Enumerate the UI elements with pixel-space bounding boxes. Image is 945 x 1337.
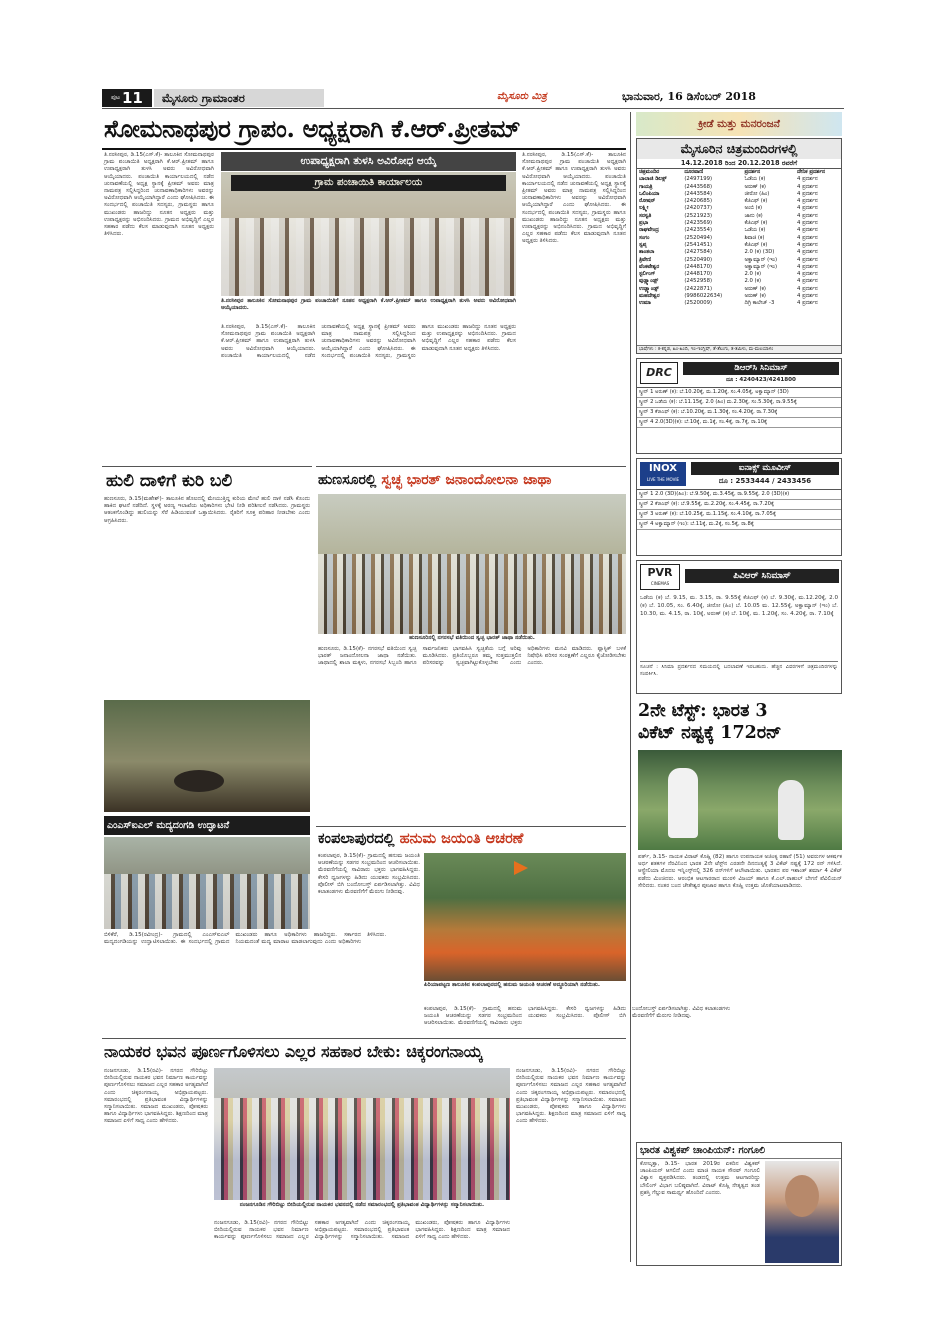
lead-photo-caption: ತಿ.ನರಸೀಪುರ ತಾಲೂಕಿನ ಸೋಮನಾಥಪುರ ಗ್ರಾಮ ಪಂಚಾಯಿತಿಗೆ ನೂತನ ಅಧ್ಯಕ್ಷರಾಗಿ ಕೆ.ಆರ್.ಪ್ರೀತಮ್ ಹಾಗೂ ಉಪಾಧ್ಯಕ್ಷರಾಗಿ ತುಳಸಿ ಅವರು ಅವಿರೋಧವಾಗಿ ಆಯ್ಕೆಯಾದರು. — [221, 298, 516, 311]
cinema-phone: (9986022634) — [684, 293, 723, 300]
cinema-row — [637, 242, 841, 249]
cinema-shows: 4 ಪ್ರದರ್ಶನ — [797, 271, 818, 278]
cinema-shows: 4 ಪ್ರದರ್ಶನ — [797, 278, 818, 285]
drc-logo: DRC — [640, 362, 678, 384]
cinema-phone: (2423554) — [684, 227, 713, 234]
cinema-row — [637, 286, 841, 293]
inox-schedule — [637, 489, 841, 530]
cinema-film: ಕೆಜಿಎಫ್ (ಕ) — [744, 220, 768, 227]
cinema-shows: 4 ಪ್ರದರ್ಶನ — [797, 256, 818, 263]
masthead-logo: ಮೈಸೂರು ಮಿತ್ರ — [497, 91, 547, 102]
hanuma-body-2: ಕಂಪಲಾಪುರ, ಡಿ.15(ಕೆ)- ಗ್ರಾಮದಲ್ಲಿ ಹನುಮ ಜಯಂತಿ ಆಚರಣೆಯನ್ನು ಸಡಗರ ಸಂಭ್ರಮದಿಂದ ಆಚರಿಸಲಾಯಿತು. ಮೆರವಣಿಗೆಯಲ್ಲಿ ಸಾವಿರಾರು ಭಕ್ತರು ಭಾಗವಹಿಸಿದ್ದರು. ಕೇಸರಿ ಧ್ವಜಗಳನ್ನು ಹಿಡಿದು ಯುವಕರು ಸಂಭ್ರಮಿಸಿದರು. ಪೊಲೀಸ್ ಬಿಗಿ ಬಂದೋಬಸ್ತ್ ಏರ್ಪಡಿಸಲಾಗಿತ್ತು. ವಿವಿಧ ಕಲಾತಂಡಗಳು ಮೆರವಣಿಗೆಗೆ ಮೆರುಗು ನೀಡಿದವು. — [424, 1006, 730, 1027]
cinema-theatre: ಮಹದೇಶ್ವರ — [639, 293, 660, 300]
lead-rule — [102, 148, 626, 150]
header-rule — [102, 108, 844, 109]
swachh-rally — [318, 554, 626, 634]
cinema-theatre: ಸರಸ್ವತಿ — [639, 212, 652, 219]
test-headline-line-1: 2ನೇ ಟೆಸ್ಟ್: ಭಾರತ 3 — [638, 701, 768, 721]
cinema-theatre: ಉಮಾ — [639, 300, 651, 307]
cinema-film: ಅರುಣ್ (ಕ) — [744, 293, 766, 300]
ganguly-face — [785, 1175, 819, 1217]
nayaka-headline: ನಾಯಕರ ಭವನ ಪೂರ್ಣಗೊಳಿಸಲು ಎಲ್ಲರ ಸಹಕಾರ ಬೇಕು: ಚಿಕ್ಕರಂಗನಾಯ್ಕ — [104, 1042, 483, 1061]
cinema-row — [637, 205, 841, 212]
cinema-shows: 4 ಪ್ರದರ್ಶನ — [797, 300, 818, 307]
cinema-phone: (2422871) — [684, 285, 713, 292]
swachh-body: ಹುಣಸೂರು, ಡಿ.15(ಕೆ)- ನಗರಸಭೆ ವತಿಯಿಂದ ಸ್ವಚ್ಛ ಭಾರತ್ ಜನಾಂದೋಲನಾ ಜಾಥಾ ನಡೆಯಿತು. ಜಾಥಾದಲ್ಲಿ ಶಾಲಾ ಮಕ್ಕಳು, ನಗರಸಭೆ ಸಿಬ್ಬಂದಿ ಹಾಗೂ ಸಾರ್ವಜನಿಕರು ಭಾಗವಹಿಸಿ ಸ್ವಚ್ಛತೆಯ ಬಗ್ಗೆ ಅರಿವು ಮೂಡಿಸಿದರು. ಪ್ರತಿಯೊಬ್ಬರೂ ತಮ್ಮ ಸುತ್ತಮುತ್ತಲಿನ ಪರಿಸರವನ್ನು ಸ್ವಚ್ಛವಾಗಿಟ್ಟುಕೊಳ್ಳಬೇಕು ಎಂದು ಅಧಿಕಾರಿಗಳು ಮನವಿ ಮಾಡಿದರು. ಪ್ಲಾಸ್ಟಿಕ್ ಬಳಕೆ ನಿಷೇಧಿಸಿ ಪರಿಸರ ಸಂರಕ್ಷಣೆಗೆ ಎಲ್ಲರೂ ಕೈಜೋಡಿಸಬೇಕು ಎಂದರು. — [318, 646, 626, 667]
nayaka-top-rule — [102, 1038, 626, 1039]
cinema-row — [637, 227, 841, 234]
nayaka-body-column-2: ನಂಜನಗೂಡು, ಡಿ.15(ರವಿ)- ನಗರದ ಗೌರಿಬಿಟ್ಟು ಬೀದಿಯಲ್ಲಿರುವ ನಾಯಕರ ಭವನ ನಿರ್ಮಾಣ ಕಾರ್ಯವನ್ನು ಪೂರ್ಣಗೊಳಿಸಲು ಸಮಾಜದ ಎಲ್ಲರ ಸಹಕಾರ ಅಗತ್ಯವಾಗಿದೆ ಎಂದು ಚಿಕ್ಕರಂಗನಾಯ್ಕ ಅಭಿಪ್ರಾಯಪಟ್ಟರು. ಸಮಾರಂಭದಲ್ಲಿ ಪ್ರತಿಭಾವಂತ ವಿದ್ಯಾರ್ಥಿಗಳನ್ನು ಸನ್ಮಾನಿಸಲಾಯಿತು. ಸಮಾಜದ ಮುಖಂಡರು, ಪೋಷಕರು ಹಾಗೂ ವಿದ್ಯಾರ್ಥಿಗಳು ಭಾಗವಹಿಸಿದ್ದರು. ಶಿಕ್ಷಣದಿಂದ ಮಾತ್ರ ಸಮಾಜದ ಏಳಿಗೆ ಸಾಧ್ಯ ಎಂದು ಹೇಳಿದರು. — [214, 1220, 510, 1241]
cinema-shows: 4 ಪ್ರದರ್ಶನ — [797, 241, 818, 248]
cinema-film: 2.0 (ಕ) — [744, 278, 762, 285]
lead-body-column-3: ತಿ.ನರಸೀಪುರ, ಡಿ.15(ಎಸ್.ಕೆ)- ತಾಲೂಕಿನ ಸೋಮನಾಥಪುರ ಗ್ರಾಮ ಪಂಚಾಯಿತಿ ಅಧ್ಯಕ್ಷರಾಗಿ ಕೆ.ಆರ್.ಪ್ರೀತಮ್ ಹಾಗೂ ಉಪಾಧ್ಯಕ್ಷರಾಗಿ ತುಳಸಿ ಅವರು ಅವಿರೋಧವಾಗಿ ಆಯ್ಕೆಯಾದರು. ಪಂಚಾಯಿತಿ ಕಾರ್ಯಾಲಯದಲ್ಲಿ ನಡೆದ ಚುನಾವಣೆಯಲ್ಲಿ ಅಧ್ಯಕ್ಷ ಸ್ಥಾನಕ್ಕೆ ಪ್ರೀತಮ್ ಅವರು ಮಾತ್ರ ನಾಮಪತ್ರ ಸಲ್ಲಿಸಿದ್ದರಿಂದ ಚುನಾವಣಾಧಿಕಾರಿಗಳು ಅವರನ್ನು ಅವಿರೋಧವಾಗಿ ಆಯ್ಕೆಯಾಗಿದ್ದಾರೆ ಎಂದು ಘೋಷಿಸಿದರು. ಈ ಸಂದರ್ಭದಲ್ಲಿ ಪಂಚಾಯಿತಿ ಸದಸ್ಯರು, ಗ್ರಾಮಸ್ಥರು ಹಾಗೂ ಮುಖಂಡರು ಹಾಜರಿದ್ದು ನೂತನ ಅಧ್ಯಕ್ಷರು ಮತ್ತು ಉಪಾಧ್ಯಕ್ಷರನ್ನು ಅಭಿನಂದಿಸಿದರು. ಗ್ರಾಮದ ಅಭಿವೃದ್ಧಿಗೆ ಎಲ್ಲರ ಸಹಕಾರ ಪಡೆದು ಕೆಲಸ ಮಾಡುವುದಾಗಿ ನೂತನ ಅಧ್ಯಕ್ಷರು ತಿಳಿಸಿದರು. — [522, 152, 626, 245]
cinema-theatre: ರಾಘವೇಂದ್ರ — [639, 227, 659, 234]
cinema-table-body — [637, 176, 841, 307]
tiger-photo — [104, 700, 310, 812]
nayaka-body-column-3: ನಂಜನಗೂಡು, ಡಿ.15(ರವಿ)- ನಗರದ ಗೌರಿಬಿಟ್ಟು ಬೀದಿಯಲ್ಲಿರುವ ನಾಯಕರ ಭವನ ನಿರ್ಮಾಣ ಕಾರ್ಯವನ್ನು ಪೂರ್ಣಗೊಳಿಸಲು ಸಮಾಜದ ಎಲ್ಲರ ಸಹಕಾರ ಅಗತ್ಯವಾಗಿದೆ ಎಂದು ಚಿಕ್ಕರಂಗನಾಯ್ಕ ಅಭಿಪ್ರಾಯಪಟ್ಟರು. ಸಮಾರಂಭದಲ್ಲಿ ಪ್ರತಿಭಾವಂತ ವಿದ್ಯಾರ್ಥಿಗಳನ್ನು ಸನ್ಮಾನಿಸಲಾಯಿತು. ಸಮಾಜದ ಮುಖಂಡರು, ಪೋಷಕರು ಹಾಗೂ ವಿದ್ಯಾರ್ಥಿಗಳು ಭಾಗವಹಿಸಿದ್ದರು. ಶಿಕ್ಷಣದಿಂದ ಮಾತ್ರ ಸಮಾಜದ ಏಳಿಗೆ ಸಾಧ್ಯ ಎಂದು ಹೇಳಿದರು. — [516, 1068, 626, 1125]
cinema-row — [637, 198, 841, 205]
swachh-top-rule — [316, 466, 626, 467]
pvr-logo-text: PVR — [647, 566, 673, 579]
pvr-logo — [640, 564, 680, 590]
hanuma-body: ಕಂಪಲಾಪುರ, ಡಿ.15(ಕೆ)- ಗ್ರಾಮದಲ್ಲಿ ಹನುಮ ಜಯಂತಿ ಆಚರಣೆಯನ್ನು ಸಡಗರ ಸಂಭ್ರಮದಿಂದ ಆಚರಿಸಲಾಯಿತು. ಮೆರವಣಿಗೆಯಲ್ಲಿ ಸಾವಿರಾರು ಭಕ್ತರು ಭಾಗವಹಿಸಿದ್ದರು. ಕೇಸರಿ ಧ್ವಜಗಳನ್ನು ಹಿಡಿದು ಯುವಕರು ಸಂಭ್ರಮಿಸಿದರು. ಪೊಲೀಸ್ ಬಿಗಿ ಬಂದೋಬಸ್ತ್ ಏರ್ಪಡಿಸಲಾಗಿತ್ತು. ವಿವಿಧ ಕಲಾತಂಡಗಳು ಮೆರವಣಿಗೆಗೆ ಮೆರುಗು ನೀಡಿದವು. — [318, 853, 420, 896]
drc-schedule — [637, 387, 841, 428]
cinema-shows: 4 ಪ್ರದರ್ಶನ — [797, 263, 818, 270]
cinema-row — [637, 271, 841, 278]
tiger-top-rule — [102, 466, 312, 467]
cinema-phone: (2448170) — [684, 271, 713, 278]
inox-phone: ದೂ : 2533444 / 2433456 — [718, 477, 812, 485]
column-divider — [630, 112, 631, 1262]
cinema-shows: 4 ಪ್ರದರ್ಶನ — [797, 220, 818, 227]
cinema-table-header — [637, 169, 841, 176]
cinema-shows: 4 ಪ್ರದರ್ಶನ — [797, 176, 818, 183]
cinema-film: ಅರುಣ್ (ಕ) — [744, 183, 766, 190]
inox-screen-row: ಸ್ಕ್ರೀನ್ 1 2.0 (3D)(ಹಿಂ): ಬೆ.9.50ಕ್ಕೆ, ಮ.3.45ಕ್ಕೆ, ರಾ.9.55ಕ್ಕೆ, 2.0 (3D)(ಕ) — [637, 490, 841, 500]
cinema-phone: (2497199) — [684, 176, 713, 183]
cinema-theatre: ಒಲಿಂಪಿಯಾ — [639, 190, 660, 197]
cinema-theatre: ಶಾಂತಲಾ — [639, 249, 655, 256]
cinema-theatre: ಸ್ಟರ್ಲಿಂಗ್ — [639, 271, 656, 278]
cinema-row — [637, 249, 841, 256]
cinema-phone: (2423569) — [684, 220, 713, 227]
msil-headline: ಎಂಎಸ್ಐಎಲ್ ಮದ್ಯದಂಗಡಿ ಉದ್ಘಾಟನೆ — [104, 816, 310, 835]
cinema-phone: (2443584) — [684, 190, 713, 197]
issue-date: ಭಾನುವಾರ, 16 ಡಿಸೆಂಬರ್ 2018 — [622, 90, 756, 103]
drc-phone: ದೂ : 4240423/4241800 — [726, 377, 796, 383]
cinema-film: ಕೆಜಿಎಫ್ (ಕ) — [744, 241, 768, 248]
col-theatre: ಚಿತ್ರಮಂದಿರ — [639, 169, 660, 175]
cinema-phone: (2541451) — [684, 241, 713, 248]
cinema-shows: 4 ಪ್ರದರ್ಶನ — [797, 205, 818, 212]
page-number-badge — [102, 89, 152, 107]
inox-logo-text: INOX — [649, 463, 677, 474]
cinema-phone: (2427584) — [684, 249, 713, 256]
cinema-film: ಅಕ್ವಾಮ್ಯಾನ್ (ಇಂ) — [744, 256, 778, 263]
swachh-headline-place: ಹುಣಸೂರಲ್ಲಿ — [318, 472, 382, 488]
msil-crowd — [104, 874, 310, 929]
cinema-phone: (2520009) — [684, 300, 713, 307]
cinema-phone: (2448170) — [684, 263, 713, 270]
nayaka-body-column-1: ನಂಜನಗೂಡು, ಡಿ.15(ರವಿ)- ನಗರದ ಗೌರಿಬಿಟ್ಟು ಬೀದಿಯಲ್ಲಿರುವ ನಾಯಕರ ಭವನ ನಿರ್ಮಾಣ ಕಾರ್ಯವನ್ನು ಪೂರ್ಣಗೊಳಿಸಲು ಸಮಾಜದ ಎಲ್ಲರ ಸಹಕಾರ ಅಗತ್ಯವಾಗಿದೆ ಎಂದು ಚಿಕ್ಕರಂಗನಾಯ್ಕ ಅಭಿಪ್ರಾಯಪಟ್ಟರು. ಸಮಾರಂಭದಲ್ಲಿ ಪ್ರತಿಭಾವಂತ ವಿದ್ಯಾರ್ಥಿಗಳನ್ನು ಸನ್ಮಾನಿಸಲಾಯಿತು. ಸಮಾಜದ ಮುಖಂಡರು, ಪೋಷಕರು ಹಾಗೂ ವಿದ್ಯಾರ್ಥಿಗಳು ಭಾಗವಹಿಸಿದ್ದರು. ಶಿಕ್ಷಣದಿಂದ ಮಾತ್ರ ಸಮಾಜದ ಏಳಿಗೆ ಸಾಧ್ಯ ಎಂದು ಹೇಳಿದರು. — [104, 1068, 209, 1125]
hanuma-headline-place: ಕಂಪಲಾಪುರದಲ್ಲಿ — [318, 830, 400, 847]
col-film: ಪ್ರದರ್ಶನ — [744, 169, 761, 175]
swachh-headline — [318, 469, 626, 491]
cinema-theatre: ಸ್ವಪ್ನ — [639, 241, 647, 248]
cinema-row — [637, 235, 841, 242]
cinema-film: ಜಾನು (ಕ) — [744, 212, 763, 219]
col-phone: ದೂರವಾಣಿ — [684, 169, 703, 175]
section-title: ಮೈಸೂರು ಗ್ರಾಮಾಂತರ — [154, 89, 324, 107]
lead-subhead: ಉಪಾಧ್ಯಕ್ಷರಾಗಿ ತುಳಸಿ ಅವಿರೋಧ ಆಯ್ಕೆ — [221, 152, 516, 171]
newspaper-page — [102, 86, 844, 1266]
cinema-film: ಜೀರೋ (ಹಿಂ) — [744, 190, 770, 197]
pvr-title: ಪಿವಿಆರ್ ಸಿನಿಮಾಸ್ — [685, 569, 839, 583]
fielder-figure — [778, 780, 804, 840]
cinema-theatre: ಗಾಯತ್ರಿ — [639, 183, 653, 190]
cinema-row — [637, 278, 841, 285]
nayaka-group — [214, 1098, 510, 1200]
cinema-theatre: ತ್ರಿವೇಣಿ — [639, 256, 651, 263]
swachh-headline-topic: ಸ್ವಚ್ಛ ಭಾರತ್ ಜನಾಂದೋಲನಾ ಜಾಥಾ — [381, 472, 552, 488]
crowd-silhouette — [221, 218, 516, 296]
cinema-phone: (2452958) — [684, 278, 713, 285]
cinema-row — [637, 293, 841, 300]
cinema-theatre: ವೆಂಕಟೇಶ್ವರ — [639, 263, 660, 270]
inox-tagline: LIVE THE MOVIE — [646, 477, 680, 482]
cinema-film: 2.0 (ಕ) — [744, 271, 762, 278]
cinema-film: ಅರುಣ್ (ಕ) — [744, 285, 766, 292]
cinema-row — [637, 213, 841, 220]
cinema-film: 2.0 (ಕ) (3D) — [744, 249, 775, 256]
page-label: ಪುಟ — [111, 94, 120, 101]
cinema-shows: 4 ಪ್ರದರ್ಶನ — [797, 190, 818, 197]
drc-box — [636, 358, 842, 454]
pvr-logo-sub: CINEMAS — [650, 581, 670, 586]
cinema-shows: 4 ಪ್ರದರ್ಶನ — [797, 227, 818, 234]
hanuma-top-rule — [316, 826, 626, 827]
inox-title: ಐನಾಕ್ಸ್ ಮೂವೀಸ್ — [691, 462, 839, 475]
cinema-phone: (2443568) — [684, 183, 713, 190]
sports-banner — [636, 112, 842, 136]
hanuma-headline — [318, 828, 626, 850]
cinema-film: ಅಕ್ವಾಮ್ಯಾನ್ (ಇಂ) — [744, 263, 778, 270]
drc-screen-row: ಸ್ಕ್ರೀನ್ 4 2.0(3D)(ಕ): ಬೆ.10ಕ್ಕೆ, ಮ.1ಕ್ಕೆ, ಸಂ.4ಕ್ಕೆ, ರಾ.7ಕ್ಕೆ, ರಾ.10ಕ್ಕೆ — [637, 418, 841, 428]
drc-title: ಡಿಆರ್‌ಸಿ ಸಿನಿಮಾಸ್ — [683, 362, 839, 375]
cricket-photo — [638, 750, 842, 850]
cinema-theatre: ರೋಷನ್ — [639, 198, 656, 205]
inox-box — [636, 458, 842, 556]
hanuma-photo — [424, 853, 626, 981]
cinema-shows: 4 ಪ್ರದರ್ಶನ — [797, 285, 818, 292]
tiger-headline: ಹುಲಿ ದಾಳಿಗೆ ಕುರಿ ಬಲಿ — [106, 471, 233, 491]
pvr-note: ಸೂಚನೆ : ಸಿನಿಮಾ ಪ್ರದರ್ಶನದ ಸಮಯದಲ್ಲಿ ಬದಲಾವಣೆ ಇರಬಹುದು. ಹೆಚ್ಚಿನ ವಿವರಗಳಿಗೆ ಚಿತ್ರಮಂದಿರಗಳನ್ನು ಸಂಪರ್ಕಿಸಿ. — [640, 661, 838, 691]
cinema-phone: (2520494) — [684, 234, 713, 241]
pvr-schedule: ಒಡೆಯ (ಕ) ಬೆ. 9.15, ಮ. 3.15, ರಾ. 9.55ಕ್ಕೆ ಕೆಜಿಎಫ್ (ಕ) ಬೆ. 9.30ಕ್ಕೆ, ಮ.12.20ಕ್ಕೆ, 2.0 (ಕ) ಬೆ. 10.05, ಸಂ. 6.40ಕ್ಕೆ, ಜೀರೋ (ಹಿಂ) ಬೆ. 10.05 ಮ. 12.55ಕ್ಕೆ, ಅಕ್ವಾಮ್ಯಾನ್ (ಇಂ) ಬೆ. 10.30, ಮ. 4.15, ರಾ. 10ಕ್ಕೆ, ಅರುಣ್ (ಕ) ಬೆ. 10ಕ್ಕೆ, ಮ. 1.20ಕ್ಕೆ, ಸಂ. 4.20ಕ್ಕೆ, ರಾ. 7.10ಕ್ಕೆ — [640, 595, 838, 617]
ganguly-body: ಕೋಲ್ಕತ್ತಾ, ಡಿ.15- ಭಾರತ 2019ರ ಏಕದಿನ ವಿಶ್ವಕಪ್ ಚಾಂಪಿಯನ್ ಆಗಲಿದೆ ಎಂದು ಮಾಜಿ ನಾಯಕ ಸೌರವ್ ಗಂಗೂಲಿ ವಿಶ್ವಾಸ ವ್ಯಕ್ತಪಡಿಸಿದರು. ತಂಡದಲ್ಲಿ ಉತ್ತಮ ಆಟಗಾರರಿದ್ದು ಬೌಲಿಂಗ್ ವಿಭಾಗ ಬಲಿಷ್ಠವಾಗಿದೆ. ವಿರಾಟ್ ಕೊಹ್ಲಿ ನೇತೃತ್ವದ ತಂಡ ಪ್ರಶಸ್ತಿ ಗೆಲ್ಲುವ ಸಾಮರ್ಥ್ಯ ಹೊಂದಿದೆ ಎಂದರು. — [640, 1161, 760, 1196]
cinema-phone: (2521923) — [684, 212, 713, 219]
cinema-theatre: ಲಕ್ಷ್ಮೀ — [639, 205, 649, 212]
pvr-box — [636, 560, 842, 694]
cinema-theatre: ಪ್ರಭಾ — [639, 220, 649, 227]
cinema-row — [637, 264, 841, 271]
cinema-film: ಒಡೆಯ (ಕ) — [744, 227, 766, 234]
sheep-carcass — [174, 770, 224, 792]
cinema-theatre: ಬಾಲಾಜಿ ಡಿಲಕ್ಸ್ — [639, 176, 667, 183]
lead-headline: ಸೋಮನಾಥಪುರ ಗ್ರಾಪಂ. ಅಧ್ಯಕ್ಷರಾಗಿ ಕೆ.ಆರ್.ಪ್ರೀತಮ್ — [104, 114, 521, 143]
nayaka-caption: ನಂಜನಗೂಡಿನ ಗೌರಿಬಿಟ್ಟು ಬೀದಿಯಲ್ಲಿರುವ ನಾಯಕರ ಭವನದಲ್ಲಿ ನಡೆದ ಸಮಾರಂಭದಲ್ಲಿ ಪ್ರತಿಭಾವಂತ ವಿದ್ಯಾರ್ಥಿಗಳನ್ನು ಸನ್ಮಾನಿಸಲಾಯಿತು. — [239, 1202, 485, 1208]
cinema-listing-period: 14.12.2018 ರಿಂದ 20.12.2018 ರವರೆಗೆ — [637, 159, 841, 169]
inox-logo — [640, 462, 686, 486]
cinema-table — [637, 169, 841, 308]
cinema-film: ಶಿವಾಜಿ (ಕ) — [744, 234, 765, 241]
cinema-shows: 4 ಪ್ರದರ್ಶನ — [797, 183, 818, 190]
cinema-row — [637, 257, 841, 264]
hanuma-caption: ಪಿರಿಯಾಪಟ್ಟಣ ತಾಲೂಕಿನ ಕಂಪಲಾಪುರದಲ್ಲಿ ಹನುಮ ಜಯಂತಿ ಆಚರಣೆ ಅದ್ಧೂರಿಯಾಗಿ ನಡೆಯಿತು. — [424, 982, 601, 988]
cinema-row — [637, 184, 841, 191]
sports-banner-title: ಕ್ರೀಡೆ ಮತ್ತು ಮನರಂಜನೆ — [698, 117, 780, 130]
drc-screen-row: ಸ್ಕ್ರೀನ್ 1 ಅರುಣ್ (ಕ): ಬೆ.10.20ಕ್ಕೆ, ಮ.1.20ಕ್ಕೆ, ಸಂ.4.05ಕ್ಕೆ, ಅಕ್ವಾಮ್ಯಾನ್ (3D) — [637, 388, 841, 398]
col-shows: ದೇನಿಕ ಪ್ರದರ್ಶನ — [797, 169, 826, 175]
cinema-film: ಅಂಬಿ (ಕ) — [744, 205, 763, 212]
cinema-listing-box — [636, 138, 842, 354]
inox-screen-row: ಸ್ಕ್ರೀನ್ 3 ಅರುಣ್ (ಕ): ಬೆ.10.25ಕ್ಕೆ, ಮ.1.15ಕ್ಕೆ, ಸಂ.4.10ಕ್ಕೆ, ರಾ.7.05ಕ್ಕೆ — [637, 510, 841, 520]
swachh-caption: ಹುಣಸೂರಿನಲ್ಲಿ ನಗರಸಭೆ ವತಿಯಿಂದ ಸ್ವಚ್ಛ ಭಾರತ್ ಜಾಥಾ ನಡೆಯಿತು. — [409, 635, 535, 641]
cinema-shows: 4 ಪ್ರದರ್ಶನ — [797, 293, 818, 300]
ganguly-box — [636, 1142, 842, 1266]
cinema-row — [637, 220, 841, 227]
panchayat-sign: ಗ್ರಾಮ ಪಂಚಾಯಿತಿ ಕಾರ್ಯಾಲಯ — [231, 175, 506, 191]
swachh-photo — [318, 494, 626, 634]
cinema-film: ಓಡೆಯ (ಕ) — [744, 176, 766, 183]
lead-body-column-2: ತಿ.ನರಸೀಪುರ, ಡಿ.15(ಎಸ್.ಕೆ)- ತಾಲೂಕಿನ ಸೋಮನಾಥಪುರ ಗ್ರಾಮ ಪಂಚಾಯಿತಿ ಅಧ್ಯಕ್ಷರಾಗಿ ಕೆ.ಆರ್.ಪ್ರೀತಮ್ ಹಾಗೂ ಉಪಾಧ್ಯಕ್ಷರಾಗಿ ತುಳಸಿ ಅವರು ಅವಿರೋಧವಾಗಿ ಆಯ್ಕೆಯಾದರು. ಪಂಚಾಯಿತಿ ಕಾರ್ಯಾಲಯದಲ್ಲಿ ನಡೆದ ಚುನಾವಣೆಯಲ್ಲಿ ಅಧ್ಯಕ್ಷ ಸ್ಥಾನಕ್ಕೆ ಪ್ರೀತಮ್ ಅವರು ಮಾತ್ರ ನಾಮಪತ್ರ ಸಲ್ಲಿಸಿದ್ದರಿಂದ ಚುನಾವಣಾಧಿಕಾರಿಗಳು ಅವರನ್ನು ಅವಿರೋಧವಾಗಿ ಆಯ್ಕೆಯಾಗಿದ್ದಾರೆ ಎಂದು ಘೋಷಿಸಿದರು. ಈ ಸಂದರ್ಭದಲ್ಲಿ ಪಂಚಾಯಿತಿ ಸದಸ್ಯರು, ಗ್ರಾಮಸ್ಥರು ಹಾಗೂ ಮುಖಂಡರು ಹಾಜರಿದ್ದು ನೂತನ ಅಧ್ಯಕ್ಷರು ಮತ್ತು ಉಪಾಧ್ಯಕ್ಷರನ್ನು ಅಭಿನಂದಿಸಿದರು. ಗ್ರಾಮದ ಅಭಿವೃದ್ಧಿಗೆ ಎಲ್ಲರ ಸಹಕಾರ ಪಡೆದು ಕೆಲಸ ಮಾಡುವುದಾಗಿ ನೂತನ ಅಧ್ಯಕ್ಷರು ತಿಳಿಸಿದರು. — [221, 324, 516, 359]
page-number: 11 — [121, 89, 143, 107]
msil-photo — [104, 837, 310, 929]
cinema-theatre: ಉಡ್ಲ್ಯಾಂಡ್ಸ್ — [639, 285, 659, 292]
drc-screen-row: ಸ್ಕ್ರೀನ್ 3 ಕೆಜಿಎಫ್ (ಕ): ಬೆ.10.20ಕ್ಕೆ, ಮ.1.30ಕ್ಕೆ, ಸಂ.4.20ಕ್ಕೆ, ರಾ.7.30ಕ್ಕೆ — [637, 408, 841, 418]
cinema-footnote: ಭಾಷೆಗಳು : ಕ-ಕನ್ನಡ, ಹಿಂ-ಹಿಂದಿ, ಇಂ-ಇಂಗ್ಲಿಷ್, ತೆ-ತೆಲುಗು, ತ-ತಮಿಳು, ಮ-ಮಲಯಾಳಂ — [637, 345, 841, 353]
cinema-phone: (2420685) — [684, 198, 713, 205]
cinema-film: ಕೆಜಿಎಫ್ (ಕ) — [744, 198, 768, 205]
cinema-row — [637, 300, 841, 307]
cinema-phone: (2420737) — [684, 205, 713, 212]
cinema-phone: (2520490) — [684, 256, 713, 263]
saffron-flag — [514, 861, 528, 875]
cinema-shows: 4 ಪ್ರದರ್ಶನ — [797, 198, 818, 205]
cinema-row — [637, 176, 841, 183]
hanuma-headline-topic: ಹನುಮ ಜಯಂತಿ ಆಚರಣೆ — [399, 830, 524, 847]
lead-body-column-1: ತಿ.ನರಸೀಪುರ, ಡಿ.15(ಎಸ್.ಕೆ)- ತಾಲೂಕಿನ ಸೋಮನಾಥಪುರ ಗ್ರಾಮ ಪಂಚಾಯಿತಿ ಅಧ್ಯಕ್ಷರಾಗಿ ಕೆ.ಆರ್.ಪ್ರೀತಮ್ ಹಾಗೂ ಉಪಾಧ್ಯಕ್ಷರಾಗಿ ತುಳಸಿ ಅವರು ಅವಿರೋಧವಾಗಿ ಆಯ್ಕೆಯಾದರು. ಪಂಚಾಯಿತಿ ಕಾರ್ಯಾಲಯದಲ್ಲಿ ನಡೆದ ಚುನಾವಣೆಯಲ್ಲಿ ಅಧ್ಯಕ್ಷ ಸ್ಥಾನಕ್ಕೆ ಪ್ರೀತಮ್ ಅವರು ಮಾತ್ರ ನಾಮಪತ್ರ ಸಲ್ಲಿಸಿದ್ದರಿಂದ ಚುನಾವಣಾಧಿಕಾರಿಗಳು ಅವರನ್ನು ಅವಿರೋಧವಾಗಿ ಆಯ್ಕೆಯಾಗಿದ್ದಾರೆ ಎಂದು ಘೋಷಿಸಿದರು. ಈ ಸಂದರ್ಭದಲ್ಲಿ ಪಂಚಾಯಿತಿ ಸದಸ್ಯರು, ಗ್ರಾಮಸ್ಥರು ಹಾಗೂ ಮುಖಂಡರು ಹಾಜರಿದ್ದು ನೂತನ ಅಧ್ಯಕ್ಷರು ಮತ್ತು ಉಪಾಧ್ಯಕ್ಷರನ್ನು ಅಭಿನಂದಿಸಿದರು. ಗ್ರಾಮದ ಅಭಿವೃದ್ಧಿಗೆ ಎಲ್ಲರ ಸಹಕಾರ ಪಡೆದು ಕೆಲಸ ಮಾಡುವುದಾಗಿ ನೂತನ ಅಧ್ಯಕ್ಷರು ತಿಳಿಸಿದರು. — [104, 152, 214, 238]
inox-screen-row: ಸ್ಕ್ರೀನ್ 4 ಅಕ್ವಾಮ್ಯಾನ್ (ಇಂ): ಬೆ.11ಕ್ಕೆ, ಮ.2ಕ್ಕೆ, ಸಂ.5ಕ್ಕೆ, ರಾ.8ಕ್ಕೆ — [637, 520, 841, 530]
cinema-listing-title: ಮೈಸೂರಿನ ಚಿತ್ರಮಂದಿರಗಳಲ್ಲಿ — [637, 139, 841, 159]
cinema-shows: 4 ಪ್ರದರ್ಶನ — [797, 249, 818, 256]
cinema-theatre: ಸಂಗಂ — [639, 234, 650, 241]
test-body: ಪರ್ತ್, ಡಿ.15- ನಾಯಕ ವಿರಾಟ್ ಕೊಹ್ಲಿ (82) ಹಾಗೂ ಉಪನಾಯಕ ಅಜಿಂಕ್ಯ ರಹಾನೆ (51) ಅವರುಗಳ ಆಕರ್ಷಕ ಅರ್ಧ ಶತಕಗಳ ನೆರವಿನಿಂದ ಭಾರತ 2ನೇ ಟೆಸ್ಟ್‌ನ ಎರಡನೇ ದಿನದಂತ್ಯಕ್ಕೆ 3 ವಿಕೆಟ್ ನಷ್ಟಕ್ಕೆ 172 ರನ್ ಗಳಿಸಿದೆ. ಆಸ್ಟ್ರೇಲಿಯಾ ಮೊದಲ ಇನ್ನಿಂಗ್ಸ್‌ನಲ್ಲಿ 326 ರನ್‌ಗಳಿಗೆ ಆಲೌಟಾಯಿತು. ಭಾರತದ ಪರ ಇಶಾಂತ್ ಶರ್ಮಾ 4 ವಿಕೆಟ್ ಪಡೆದು ಮಿಂಚಿದರು. ಆರಂಭಿಕ ಆಟಗಾರರಾದ ಮುರಳಿ ವಿಜಯ್ ಹಾಗೂ ಕೆ.ಎಲ್.ರಾಹುಲ್ ಬೇಗನೆ ಪೆವಿಲಿಯನ್ ಸೇರಿದರು. ನಂತರ ಬಂದ ಚೇತೇಶ್ವರ ಪೂಜಾರ ಹಾಗೂ ಕೊಹ್ಲಿ ಉತ್ತಮ ಜೊತೆಯಾಟವಾಡಿದರು. — [638, 854, 842, 889]
lead-photo — [221, 172, 516, 296]
ganguly-photo — [765, 1161, 839, 1263]
cinema-shows: 4 ಪ್ರದರ್ಶನ — [797, 234, 818, 241]
msil-body: ಬಿಳಿಕೆರೆ, ಡಿ.15(ರವೀಂದ್ರ)- ಗ್ರಾಮದಲ್ಲಿ ಎಂಎಸ್ಐಎಲ್ ಮದ್ಯದಂಗಡಿಯನ್ನು ಉದ್ಘಾಟಿಸಲಾಯಿತು. ಈ ಸಂದರ್ಭದಲ್ಲಿ ಗ್ರಾಮದ ಮುಖಂಡರು ಹಾಗೂ ಅಧಿಕಾರಿಗಳು ಹಾಜರಿದ್ದರು. ಸರ್ಕಾರದ ನಿಯಮದಂತೆ ಮದ್ಯ ಮಾರಾಟ ಮಾಡಲಾಗುವುದು ಎಂದು ಅಧಿಕಾರಿಗಳು ತಿಳಿಸಿದರು. — [104, 932, 387, 946]
drc-screen-row: ಸ್ಕ್ರೀನ್ 2 ಒಡೆಯ (ಕ): ಬೆ.11.15ಕ್ಕೆ, 2.0 (ಹಿಂ) ಮ.2.30ಕ್ಕೆ, ಸಂ.5.30ಕ್ಕೆ, ರಾ.9.55ಕ್ಕೆ — [637, 398, 841, 408]
inox-screen-row: ಸ್ಕ್ರೀನ್ 2 ಕೆಜಿಎಫ್ (ಕ): ಬೆ.9.55ಕ್ಕೆ, ಮ.2.20ಕ್ಕೆ, ಸಂ.4.45ಕ್ಕೆ, ರಾ.7.20ಕ್ಕೆ — [637, 500, 841, 510]
batsman-figure — [668, 768, 698, 838]
test-headline-line-2: ವಿಕೆಟ್ ನಷ್ಟಕ್ಕೆ 172ರನ್ — [638, 723, 782, 743]
cinema-theatre: ವುಡ್ಲ್ಯಾಂಡ್ಸ್ — [639, 278, 659, 285]
cinema-shows: 4 ಪ್ರದರ್ಶನ — [797, 212, 818, 219]
ganguly-headline: ಭಾರತ ವಿಶ್ವಕಪ್ ಚಾಂಪಿಯನ್: ಗಂಗೂಲಿ — [637, 1143, 841, 1159]
tiger-body: ಹುಣಸೂರು, ಡಿ.15(ಮಹೇಶ್)- ತಾಲೂಕಿನ ಹೊಲದಲ್ಲಿ ಮೇಯುತ್ತಿದ್ದ ಕುರಿಯ ಮೇಲೆ ಹುಲಿ ದಾಳಿ ನಡೆಸಿ ಕೊಂದು ಹಾಕಿದ ಘಟನೆ ನಡೆದಿದೆ. ಸ್ಥಳಕ್ಕೆ ಅರಣ್ಯ ಇಲಾಖೆಯ ಅಧಿಕಾರಿಗಳು ಭೇಟಿ ನೀಡಿ ಪರಿಶೀಲನೆ ನಡೆಸಿದರು. ಗ್ರಾಮಸ್ಥರು ಆತಂಕಗೊಂಡಿದ್ದು ಹುಲಿಯನ್ನು ಸೆರೆ ಹಿಡಿಯುವಂತೆ ಒತ್ತಾಯಿಸಿದರು. ರೈತರಿಗೆ ಸೂಕ್ತ ಪರಿಹಾರ ನೀಡಬೇಕು ಎಂದು ಆಗ್ರಹಿಸಿದರು. — [104, 496, 310, 524]
cinema-row — [637, 191, 841, 198]
cinema-film: ದಿಗ್ರಿ ಕಾಲೇಜ್ -3 — [744, 300, 775, 307]
nayaka-photo — [214, 1068, 510, 1200]
